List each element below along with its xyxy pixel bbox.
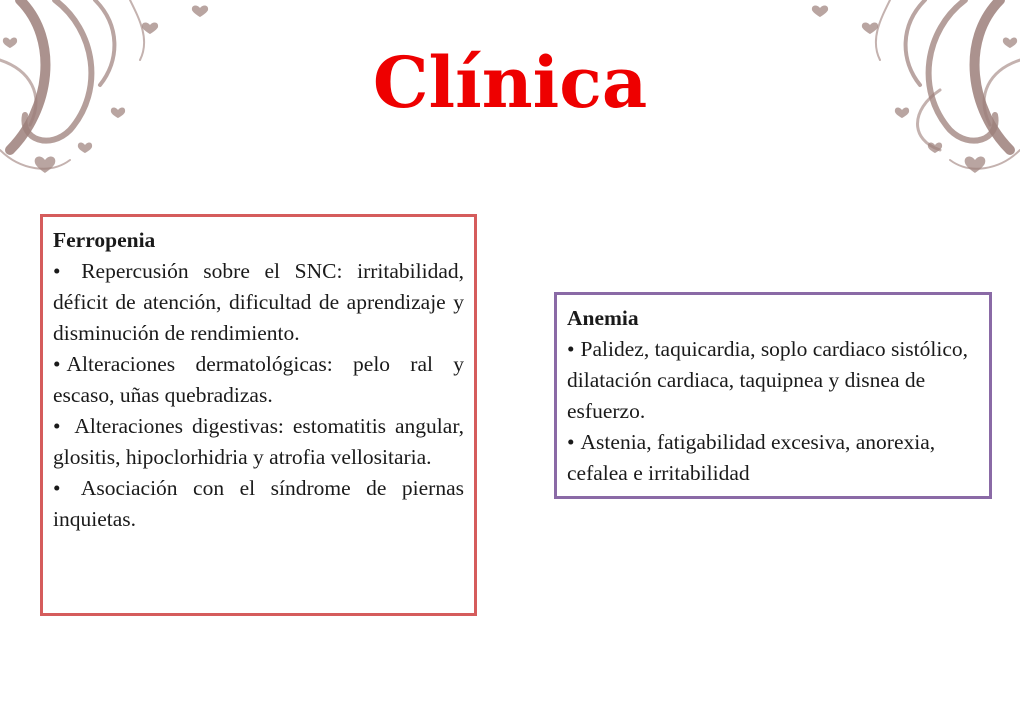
ferropenia-item-text: Alteraciones dermatológicas: pelo ral y escaso, uñas quebradizas.: [53, 352, 464, 407]
ferropenia-item: [53, 349, 464, 411]
anemia-item: [567, 334, 979, 427]
bullet-icon: •: [53, 476, 61, 500]
ferropenia-box: [40, 214, 477, 616]
ferropenia-item-text: Alteraciones digestivas: estomatitis angular, glositis, hipoclorhidria y atrofia vellositaria.: [53, 414, 464, 469]
ferropenia-item-text: Repercusión sobre el SNC: irritabilidad, déficit de atención, dificultad de aprendizaje y disminución de rendimiento.: [53, 259, 464, 345]
ferropenia-item: [53, 256, 464, 349]
bullet-icon: •: [567, 337, 575, 361]
ferropenia-item-text: Asociación con el síndrome de piernas inquietas.: [53, 476, 464, 531]
ferropenia-item: [53, 473, 464, 535]
page-title: Clínica: [372, 41, 648, 124]
bullet-icon: •: [567, 430, 575, 454]
anemia-item: [567, 427, 979, 489]
anemia-box: [554, 292, 992, 499]
anemia-heading: Anemia: [567, 306, 639, 330]
anemia-item-text: Astenia, fatigabilidad excesiva, anorexia, cefalea e irritabilidad: [567, 430, 936, 485]
bullet-icon: •: [53, 352, 61, 376]
ferropenia-heading: Ferropenia: [53, 228, 156, 252]
anemia-item-text: Palidez, taquicardia, soplo cardiaco sistólico, dilatación cardiaca, taquipnea y disnea de esfuerzo.: [567, 337, 969, 423]
bullet-icon: •: [53, 414, 61, 438]
ferropenia-item: [53, 411, 464, 473]
bullet-icon: •: [53, 259, 61, 283]
